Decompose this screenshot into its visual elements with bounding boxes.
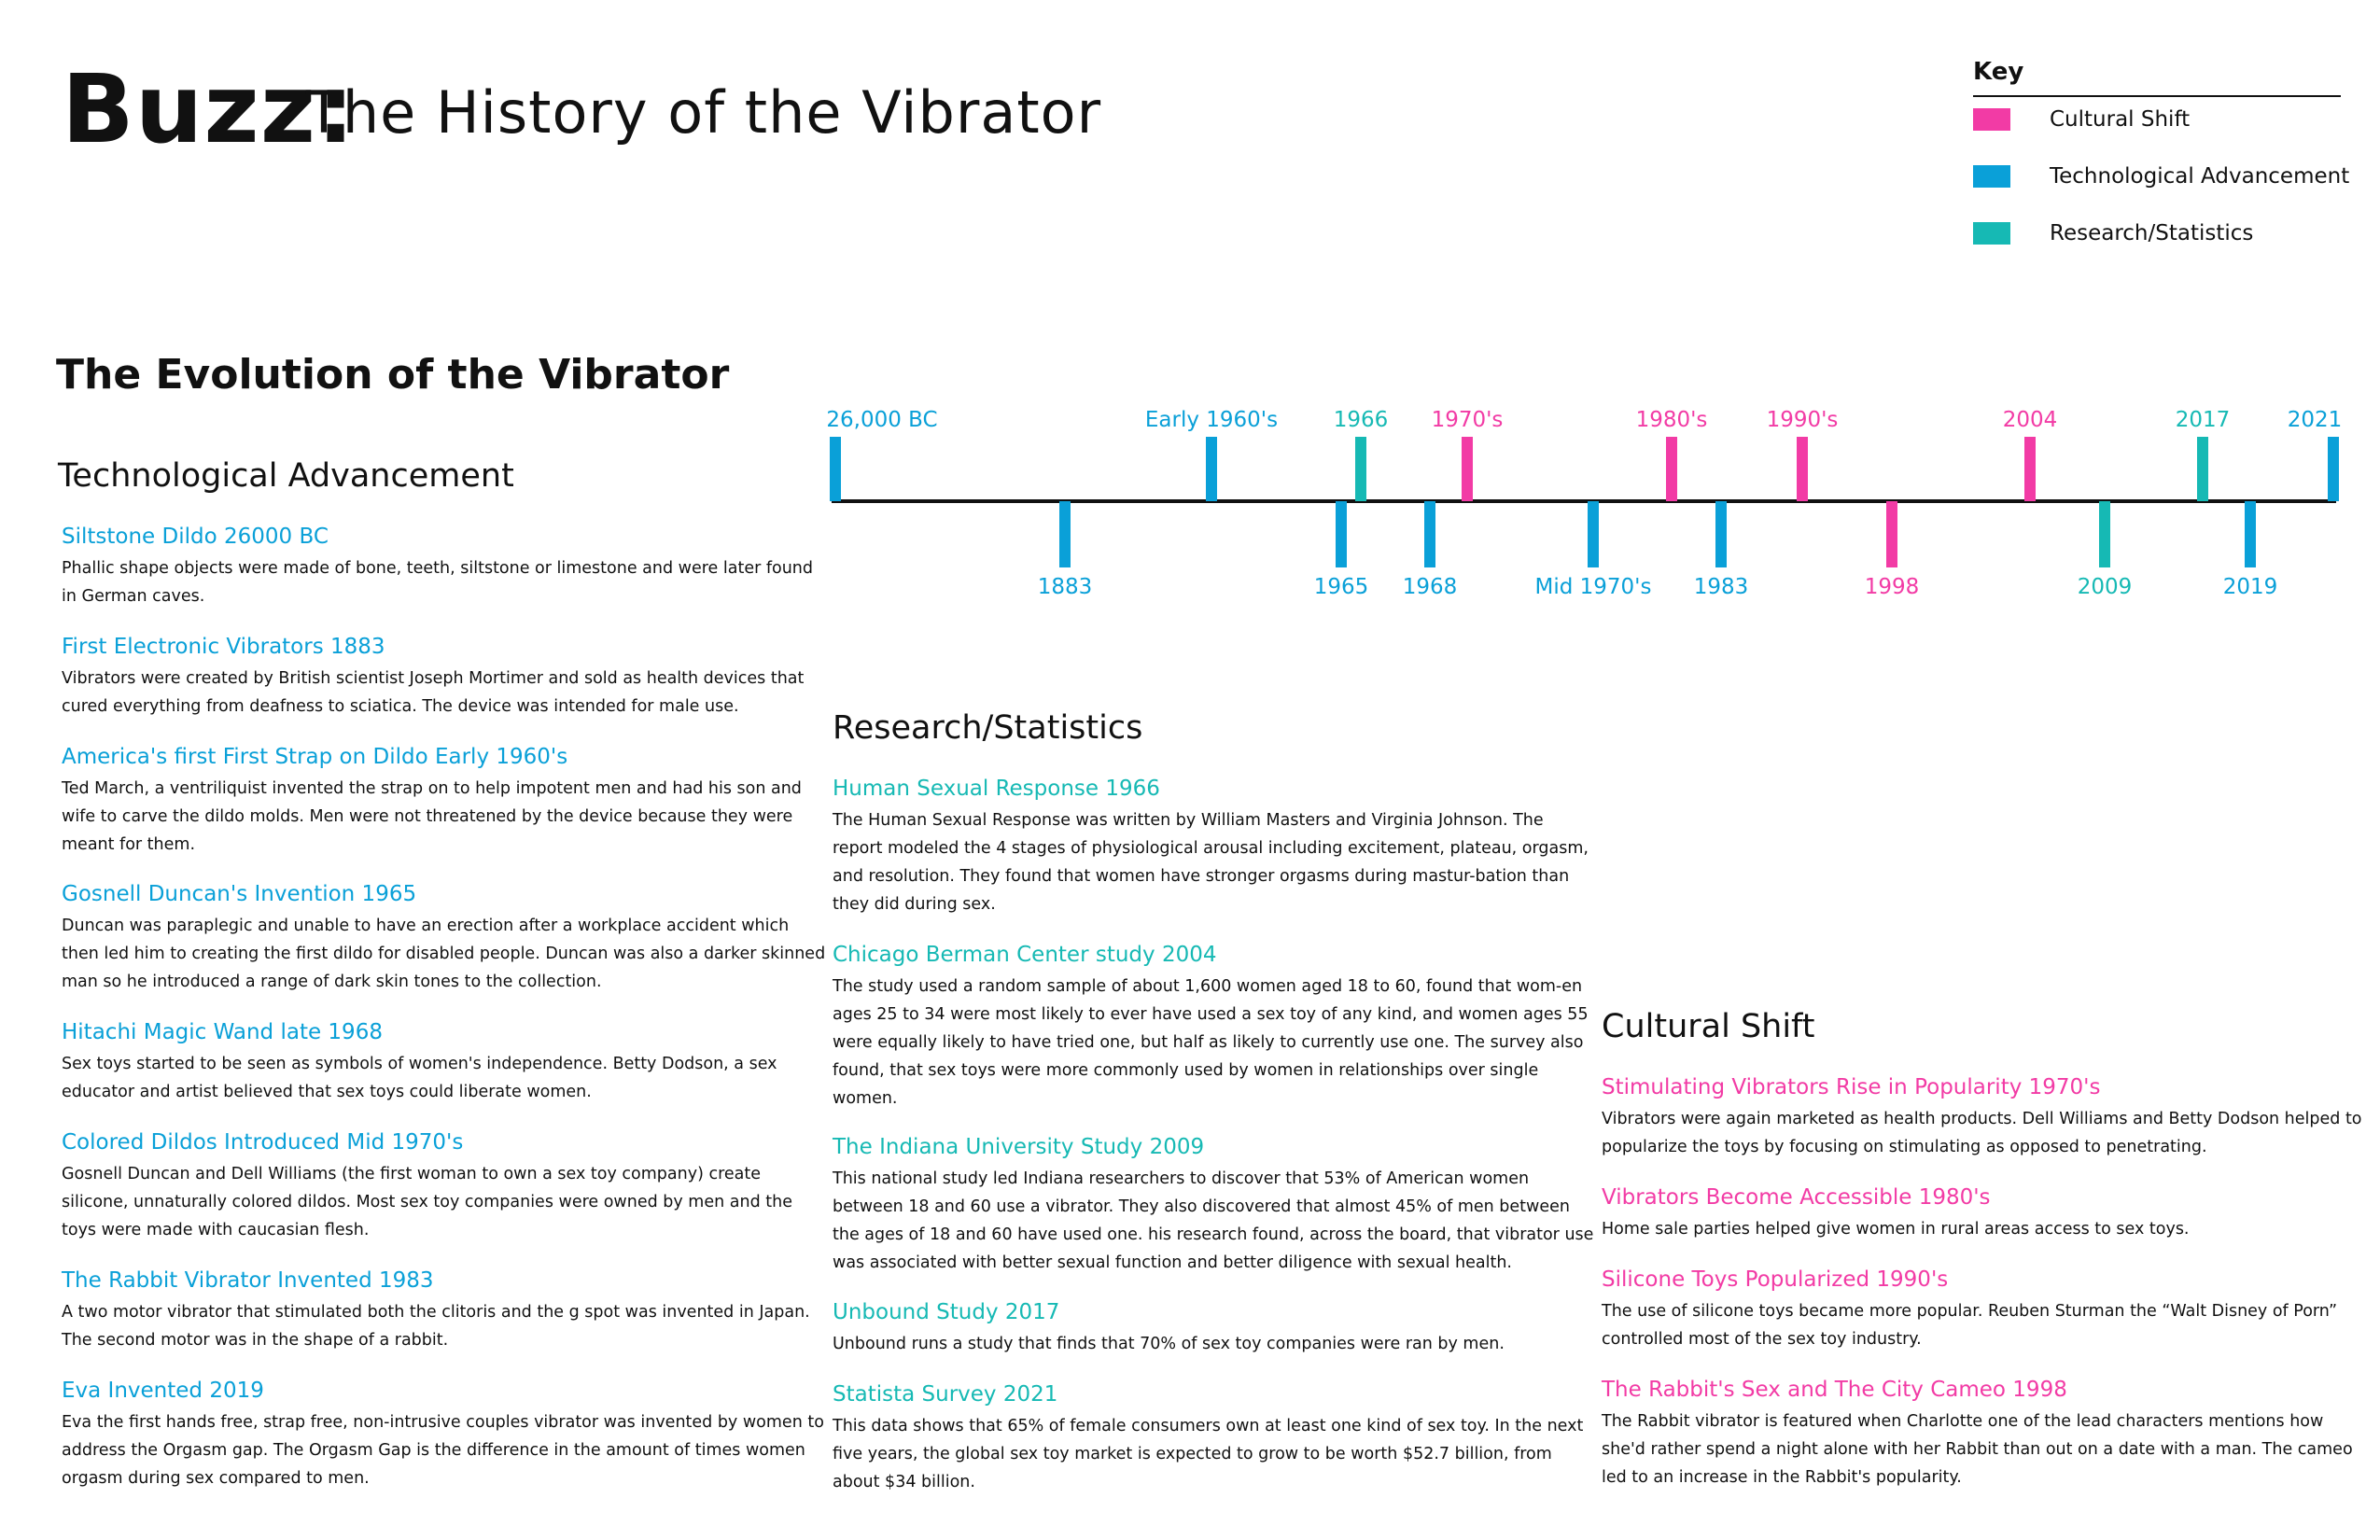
entry-body: Unbound runs a study that finds that 70% of sex toy companies were ran by men. bbox=[833, 1335, 1505, 1353]
research-entry bbox=[833, 1300, 1598, 1358]
tech-entry bbox=[62, 1130, 827, 1244]
research-entry bbox=[833, 1382, 1598, 1496]
key-title: Key bbox=[1973, 58, 2024, 86]
timeline-marker-cultural bbox=[1462, 437, 1473, 501]
entry-body: Sex toys started to be seen as symbols of women's independence. Betty Dodson, a sex educator and artist believed that sex toys could liberate women. bbox=[62, 1055, 777, 1101]
tech-entry bbox=[62, 1020, 827, 1106]
timeline-label: 1883 bbox=[1037, 575, 1093, 599]
tech-entry bbox=[62, 745, 827, 859]
entry-title: America's first First Strap on Dildo Early 1960's bbox=[62, 745, 568, 769]
timeline-label: 2021 bbox=[2287, 408, 2343, 432]
entry-body: This national study led Indiana researchers to discover that 53% of American women between 18 and 60 use a vibrator. They also discovered that almost 45% of men between the ages of 18 and 60 have used one. his research found, across the board, that vibrator use was associated with better sexual function and better diligence with sexual health. bbox=[833, 1169, 1594, 1272]
timeline-label: 1970's bbox=[1431, 408, 1504, 432]
entry-title: Gosnell Duncan's Invention 1965 bbox=[62, 882, 417, 906]
entry-body: Eva the first hands free, strap free, non-intrusive couples vibrator was invented by women to address the Orgasm gap. The Orgasm Gap is the difference in the amount of times women orgasm during sex compared to men. bbox=[62, 1413, 824, 1488]
tech-entry bbox=[62, 525, 827, 610]
entry-body: This data shows that 65% of female consumers own at least one kind of sex toy. In the next five years, the global sex toy market is expected to grow to be worth $52.7 billion, from about $34 billion. bbox=[833, 1417, 1584, 1491]
entry-body: The use of silicone toys became more popular. Reuben Sturman the “Walt Disney of Porn” controlled most of the sex toy industry. bbox=[1602, 1302, 2338, 1349]
entry-title: Silicone Toys Popularized 1990's bbox=[1602, 1267, 1949, 1292]
timeline-label: 1980's bbox=[1635, 408, 1708, 432]
entry-title: The Rabbit's Sex and The City Cameo 1998 bbox=[1602, 1378, 2067, 1402]
research-entry bbox=[833, 777, 1598, 918]
timeline-marker-tech bbox=[1059, 501, 1071, 567]
entry-title: Stimulating Vibrators Rise in Popularity 1970's bbox=[1602, 1075, 2101, 1099]
entry-body: The study used a random sample of about 1,600 women aged 18 to 60, found that wom-en ages 25 to 34 were most likely to ever have used a sex toy of any kind, and women ages 55 were equally likely to have tried one, but half as likely to currently use one. The survey also found, that sex toys were more commonly used by women in relationships over single women. bbox=[833, 977, 1589, 1108]
tech-entry bbox=[62, 635, 827, 721]
timeline-label: 1998 bbox=[1864, 575, 1920, 599]
research-heading: Research/Statistics bbox=[833, 709, 1143, 747]
entry-body: Vibrators were again marketed as health products. Dell Williams and Betty Dodson helped to popularize the toys by focusing on stimulating as opposed to penetrating. bbox=[1602, 1110, 2362, 1156]
entry-body: Phallic shape objects were made of bone, teeth, siltstone or limestone and were later found in German caves. bbox=[62, 559, 813, 606]
timeline-marker-tech bbox=[2328, 437, 2339, 501]
page-title: The History of the Vibrator bbox=[306, 78, 1102, 147]
timeline-label: 1966 bbox=[1333, 408, 1389, 432]
timeline-marker-tech bbox=[1206, 437, 1217, 501]
tech-entry bbox=[62, 882, 827, 996]
entry-title: Siltstone Dildo 26000 BC bbox=[62, 525, 329, 549]
tech-entry bbox=[62, 1268, 827, 1354]
timeline-marker-tech bbox=[1336, 501, 1347, 567]
timeline-label: 1965 bbox=[1313, 575, 1369, 599]
cultural-entry bbox=[1602, 1075, 2367, 1161]
entry-title: Colored Dildos Introduced Mid 1970's bbox=[62, 1130, 464, 1155]
timeline-marker-research bbox=[2099, 501, 2110, 567]
timeline-marker-tech bbox=[1715, 501, 1727, 567]
entry-body: The Human Sexual Response was written by William Masters and Virginia Johnson. The report modeled the 4 stages of physiological arousal including excitement, plateau, orgasm, and resolution. They found that women have stronger orgasms during mastur-bation than they did during sex. bbox=[833, 811, 1589, 914]
entry-title: The Indiana University Study 2009 bbox=[833, 1135, 1205, 1159]
key-label: Research/Statistics bbox=[2050, 221, 2254, 245]
entry-title: First Electronic Vibrators 1883 bbox=[62, 635, 385, 659]
timeline-label: Early 1960's bbox=[1144, 408, 1279, 432]
cultural-entry bbox=[1602, 1378, 2367, 1491]
timeline-marker-tech bbox=[830, 437, 841, 501]
entry-body: Ted March, a ventriliquist invented the strap on to help impotent men and had his son and wife to carve the dildo molds. Men were not threatened by the device because they were meant for them. bbox=[62, 779, 802, 854]
key-label: Technological Advancement bbox=[2050, 164, 2350, 189]
timeline-marker-cultural bbox=[1797, 437, 1808, 501]
timeline-label: 2017 bbox=[2175, 408, 2231, 432]
entry-title: Chicago Berman Center study 2004 bbox=[833, 943, 1217, 967]
entry-body: The Rabbit vibrator is featured when Charlotte one of the lead characters mentions how she'd rather spend a night alone with her Rabbit than out on a date with a man. The cameo led to an increase in the Rabbit's popularity. bbox=[1602, 1412, 2353, 1487]
timeline-marker-tech bbox=[1424, 501, 1435, 567]
entry-body: Home sale parties helped give women in rural areas access to sex toys. bbox=[1602, 1220, 2190, 1239]
research-entry bbox=[833, 943, 1598, 1113]
cultural-heading: Cultural Shift bbox=[1602, 1008, 1815, 1045]
timeline-label: 1990's bbox=[1766, 408, 1839, 432]
timeline-marker-cultural bbox=[2024, 437, 2036, 501]
page-title-bold: Buzz: bbox=[62, 54, 356, 165]
entry-body: Duncan was paraplegic and unable to have an erection after a workplace accident which then led him to creating the first dildo for disabled people. Duncan was also a darker skinned man so he introduced a range of dark skin tones to the collection. bbox=[62, 917, 826, 991]
timeline-marker-tech bbox=[2245, 501, 2256, 567]
entry-body: A two motor vibrator that stimulated both the clitoris and the g spot was invented in Japan. The second motor was in the shape of a rabbit. bbox=[62, 1303, 810, 1350]
entry-body: Gosnell Duncan and Dell Williams (the first woman to own a sex toy company) create silicone, unnaturally colored dildos. Most sex toy companies were owned by men and the toys were made with caucasian flesh. bbox=[62, 1165, 792, 1239]
entry-title: Human Sexual Response 1966 bbox=[833, 777, 1160, 801]
entry-title: Hitachi Magic Wand late 1968 bbox=[62, 1020, 383, 1044]
timeline-marker-tech bbox=[1588, 501, 1599, 567]
timeline-marker-cultural bbox=[1886, 501, 1897, 567]
cultural-entry bbox=[1602, 1267, 2367, 1353]
timeline-label: Mid 1970's bbox=[1534, 575, 1652, 599]
key-label: Cultural Shift bbox=[2050, 107, 2191, 132]
cultural-entry bbox=[1602, 1185, 2367, 1243]
entry-title: Vibrators Become Accessible 1980's bbox=[1602, 1185, 1991, 1210]
timeline-label: 2004 bbox=[2002, 408, 2058, 432]
entry-title: The Rabbit Vibrator Invented 1983 bbox=[62, 1268, 434, 1293]
entry-body: Vibrators were created by British scientist Joseph Mortimer and sold as health devices that cured everything from deafness to sciatica. The device was intended for male use. bbox=[62, 669, 805, 716]
research-entry bbox=[833, 1135, 1598, 1277]
timeline-label: 2009 bbox=[2077, 575, 2133, 599]
timeline-label: 1983 bbox=[1693, 575, 1749, 599]
tech-heading: Technological Advancement bbox=[58, 457, 514, 495]
timeline-marker-research bbox=[1355, 437, 1366, 501]
tech-entry bbox=[62, 1379, 827, 1492]
timeline-marker-cultural bbox=[1666, 437, 1677, 501]
timeline-label: 1968 bbox=[1402, 575, 1458, 599]
entry-title: Statista Survey 2021 bbox=[833, 1382, 1058, 1407]
timeline-label: 2019 bbox=[2222, 575, 2278, 599]
timeline-label: 26,000 BC bbox=[826, 408, 938, 432]
entry-title: Eva Invented 2019 bbox=[62, 1379, 264, 1403]
evolution-title: The Evolution of the Vibrator bbox=[56, 351, 730, 399]
timeline-marker-research bbox=[2197, 437, 2208, 501]
entry-title: Unbound Study 2017 bbox=[833, 1300, 1060, 1324]
